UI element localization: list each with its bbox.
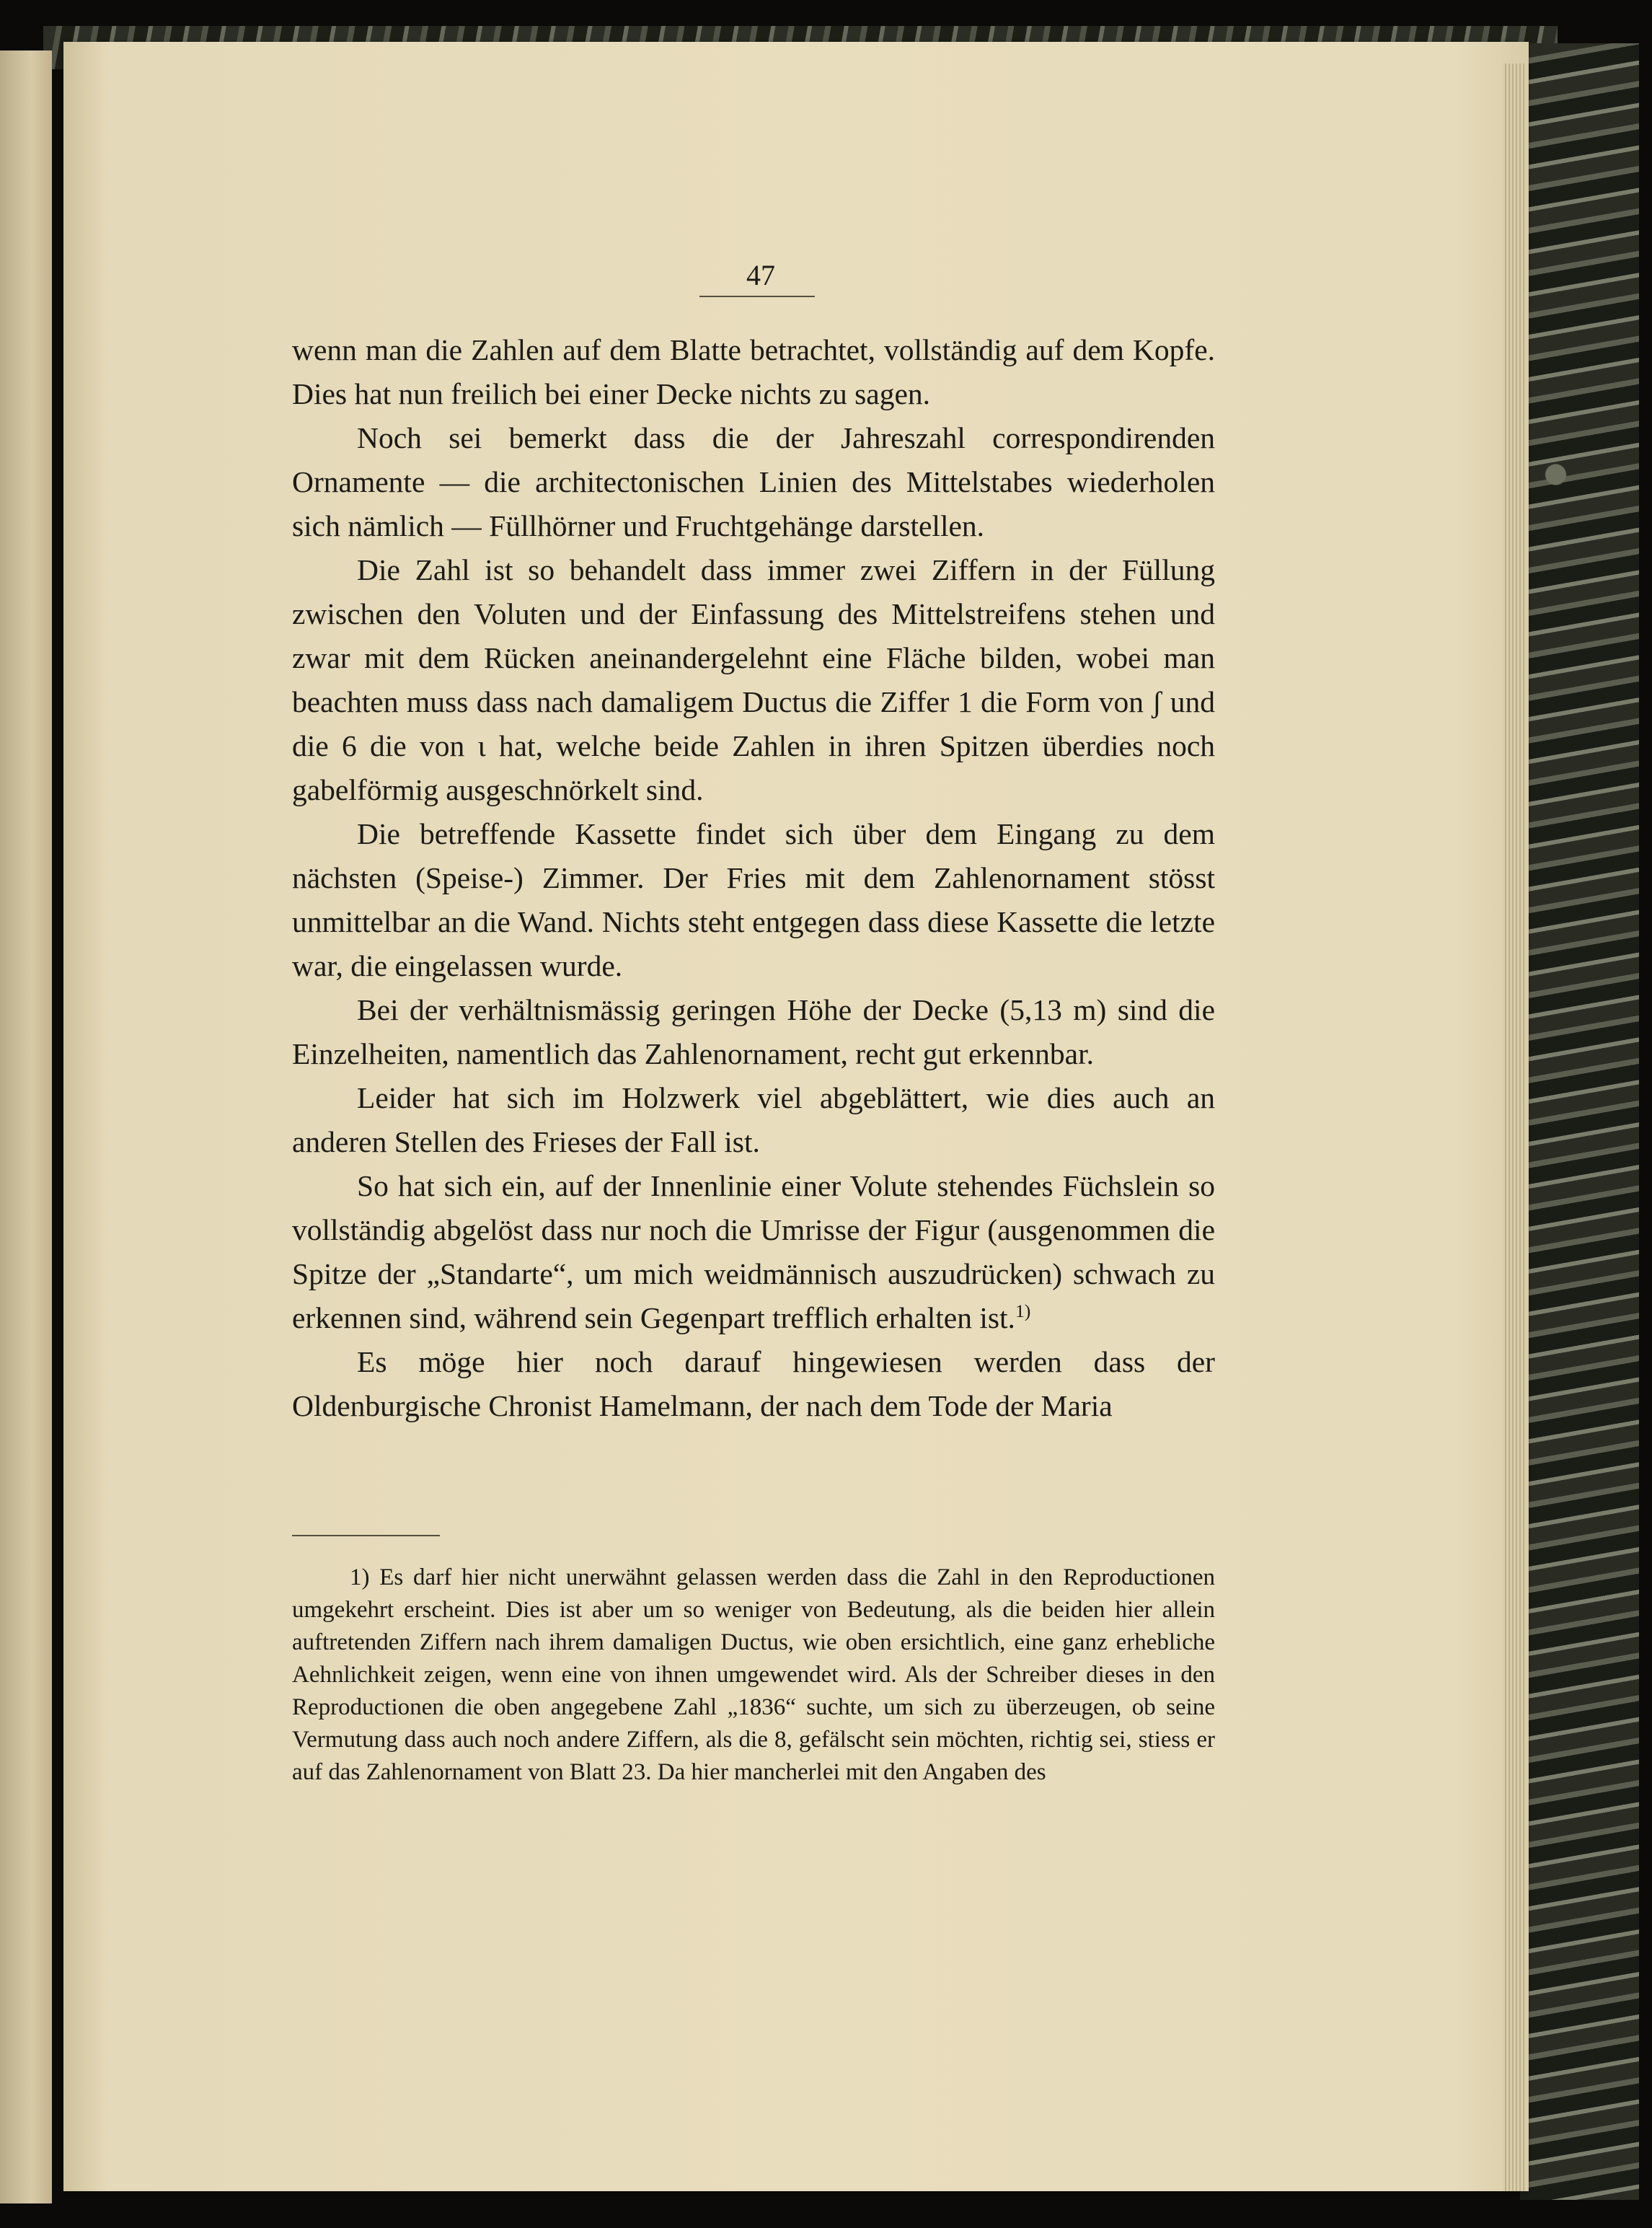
paragraph: Die betreffende Kassette findet sich über dem Eingang zu dem nächsten (Speise-) Zimmer. Der Fries mit dem Zahlenornament stösst unmittelbar an die Wand. Nichts steht entgegen dass diese Kassette die letzte war, die eingelassen wurde.	[292, 817, 1215, 982]
page-number: 47	[746, 259, 775, 291]
paragraph-text: So hat sich ein, auf der Innenlinie einer Volute stehendes Füchslein so vollständig abgelöst dass nur noch die Umrisse der Figur (ausgenommen die Spitze der „Standarte“, um mich weidmännisch auszudrücken) schwach zu erkennen sind, während sein Gegenpart trefflich erhalten ist.	[292, 1169, 1215, 1334]
facing-page-edge	[0, 50, 52, 2203]
page-stack-edge	[1503, 63, 1524, 2191]
paragraph: Die Zahl ist so behandelt dass immer zwei Ziffern in der Füllung zwischen den Voluten und der Einfassung des Mittelstreifens stehen und zwar mit dem Rücken aneinandergelehnt eine Fläche bilden, wobei man beachten muss dass nach damaligem Ductus die Ziffer 1 die Form von ʃ und die 6 die von ɩ hat, welche beide Zahlen in ihren Spitzen überdies noch gabelförmig ausgeschnörkelt sind.	[292, 553, 1215, 806]
body-text	[292, 328, 1215, 1428]
paragraph: Noch sei bemerkt dass die der Jahreszahl correspondirenden Ornamente — die architectonischen Linien des Mittelstabes wiederholen sich nämlich — Füllhörner und Fruchtgehänge darstellen.	[292, 421, 1215, 542]
paragraph	[292, 1164, 1215, 1340]
paragraph: Bei der verhältnismässig geringen Höhe der Decke (5,13 m) sind die Einzelheiten, namentlich das Zahlenornament, recht gut erkennbar.	[292, 993, 1215, 1070]
paragraph: wenn man die Zahlen auf dem Blatte betrachtet, vollständig auf dem Kopfe. Dies hat nun freilich bei einer Decke nichts zu sagen.	[292, 333, 1215, 410]
marbled-cover-right	[1520, 43, 1639, 2200]
paragraph: Leider hat sich im Holzwerk viel abgeblättert, wie dies auch an anderen Stellen des Frieses der Fall ist.	[292, 1081, 1215, 1158]
footnote: 1) Es darf hier nicht unerwähnt gelassen werden dass die Zahl in den Reproductionen umgekehrt erscheint. Dies ist aber um so weniger von Bedeutung, als die beiden hier allein auftretenden Ziffern nach ihrem damaligen Ductus, wie oben ersichtlich, eine ganz erhebliche Aehnlichkeit zeigen, wenn eine von ihnen umgewendet wird. Als der Schreiber dieses in den Reproductionen die oben angegebene Zahl „1836“ suchte, um sich zu überzeugen, ob seine Vermutung dass auch noch andere Ziffern, als die 8, gefälscht sein möchten, richtig sei, stiess er auf das Zahlenornament von Blatt 23. Da hier mancherlei mit den Angaben des	[292, 1564, 1215, 1785]
footnote-rule	[292, 1535, 440, 1536]
page-number-rule	[699, 296, 815, 297]
footnote-reference: 1)	[1015, 1300, 1031, 1322]
paragraph: Es möge hier noch darauf hingewiesen werden dass der Oldenburgische Chronist Hamelmann, der nach dem Tode der Maria	[292, 1345, 1215, 1422]
